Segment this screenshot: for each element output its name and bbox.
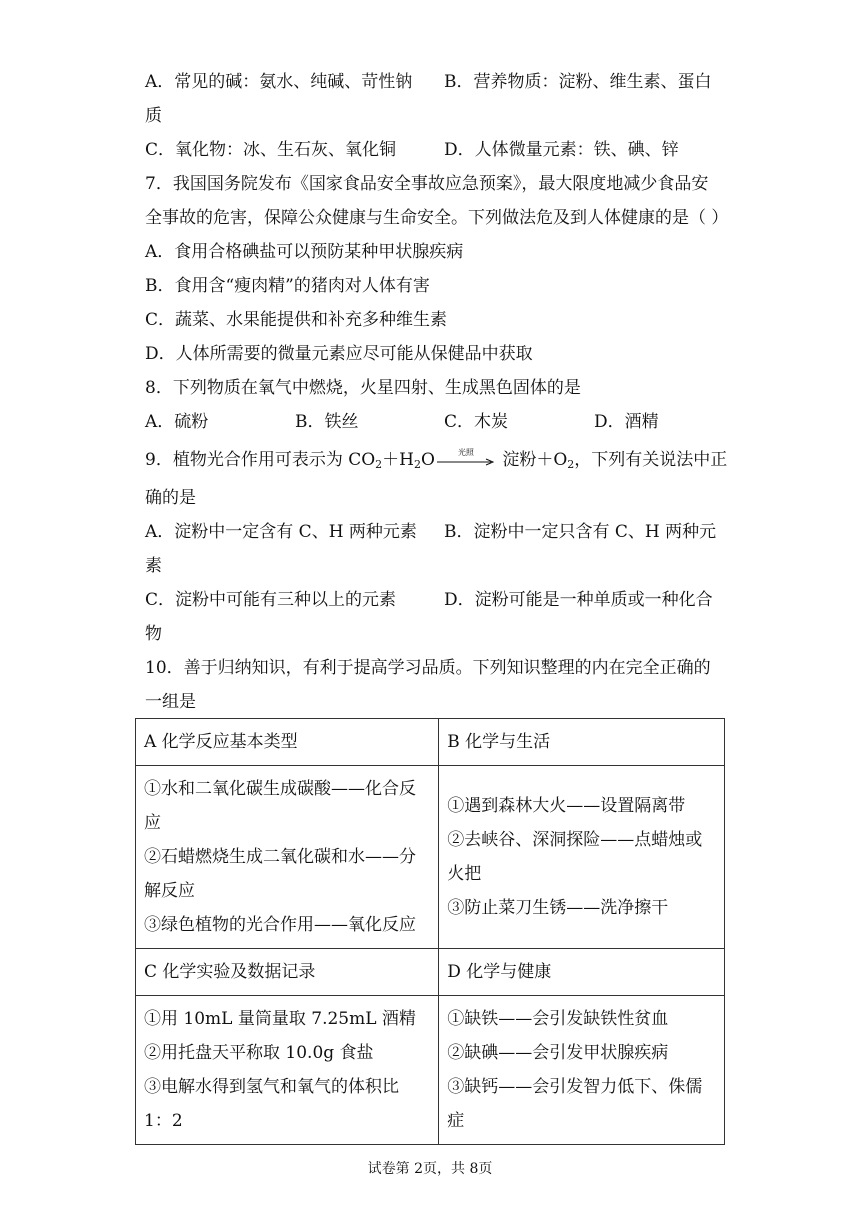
table-cell-b <box>439 766 725 949</box>
cell-a-line: ③绿色植物的光合作用——氧化反应 <box>144 915 416 935</box>
table-header-d: D 化学与健康 <box>439 949 725 996</box>
q9-option-d: D．淀粉可能是一种单质或一种化合 <box>444 590 713 610</box>
q8-option-a: A．硫粉 <box>145 412 209 432</box>
cell-c-line: ③电解水得到氢气和氧气的体积比 1：2 <box>144 1077 399 1131</box>
cell-a-line: 解反应 <box>144 881 195 901</box>
page-footer: 试卷第 2页，共 8页 <box>367 1161 493 1177</box>
q7-option-c: C．蔬菜、水果能提供和补充多种维生素 <box>145 310 448 330</box>
cell-b-line: ②去峡谷、深洞探险——点蜡烛或 <box>447 830 703 850</box>
q9-stem-mid1: ＋H <box>382 450 414 470</box>
q8-option-d: D．酒精 <box>594 412 659 432</box>
q6-option-b: B．营养物质：淀粉、维生素、蛋白 <box>444 72 712 92</box>
cell-d-line: ②缺碘——会引发甲状腺疾病 <box>447 1043 669 1063</box>
knowledge-table <box>135 718 725 1145</box>
q7-stem-line2: 全事故的危害，保障公众健康与生命安全。下列做法危及到人体健康的是（ ） <box>145 208 729 228</box>
q7-option-b: B．食用含“瘦肉精”的猪肉对人体有害 <box>145 276 430 296</box>
q9-option-c: C．淀粉中可能有三种以上的元素 <box>145 590 397 610</box>
q9-option-b-wrap: 素 <box>145 556 162 576</box>
q6-option-a: A．常见的碱：氨水、纯碱、苛性钠 <box>145 72 413 92</box>
q6-option-b-wrap: 质 <box>145 106 162 126</box>
table-cell-a <box>136 766 439 949</box>
cell-d-line: ③缺钙——会引发智力低下、侏儒 <box>447 1077 703 1097</box>
q7-option-d: D．人体所需要的微量元素应尽可能从保健品中获取 <box>145 344 533 364</box>
cell-c-line: ②用托盘天平称取 10.0g 食盐 <box>144 1043 374 1063</box>
q9-option-a: A．淀粉中一定含有 C、H 两种元素 <box>145 522 417 542</box>
q10-stem-line1: 10．善于归纳知识，有利于提高学习品质。下列知识整理的内在完全正确的 <box>145 658 711 678</box>
q7-stem-line1: 7．我国国务院发布《国家食品安全事故应急预案》，最大限度地减少食品安 <box>145 174 709 194</box>
q9-sub-o2: 2 <box>567 458 575 471</box>
q9-stem-line1 <box>145 448 727 472</box>
cell-b-line: ①遇到森林大火——设置隔离带 <box>447 796 686 816</box>
q6-option-c: C．氧化物：冰、生石灰、氧化铜 <box>145 140 397 160</box>
table-header-c: C 化学实验及数据记录 <box>136 949 439 996</box>
q7-option-a: A．食用合格碘盐可以预防某种甲状腺疾病 <box>145 242 464 262</box>
table-cell-d <box>439 996 725 1145</box>
q9-stem-post2: ，下列有关说法中正 <box>574 450 728 470</box>
arrow-condition-label: 光照 <box>457 447 474 457</box>
cell-a-line: ①水和二氧化碳生成碳酸——化合反 <box>144 779 416 799</box>
q9-stem-line2: 确的是 <box>145 488 196 508</box>
cell-c-line: ①用 10mL 量筒量取 7.25mL 酒精 <box>144 1009 416 1029</box>
q8-stem: 8．下列物质在氧气中燃烧，火星四射、生成黑色固体的是 <box>145 378 581 398</box>
q10-stem-line2: 一组是 <box>145 692 196 712</box>
cell-b-line: ③防止菜刀生锈——洗净擦干 <box>447 898 669 918</box>
table-header-a: A 化学反应基本类型 <box>136 719 439 766</box>
q9-stem-pre: 9．植物光合作用可表示为 CO <box>145 450 376 470</box>
cell-d-line: 症 <box>447 1111 465 1131</box>
cell-d-line: ①缺铁——会引发缺铁性贫血 <box>447 1009 669 1029</box>
q9-sub-h2o: 2 <box>414 458 421 471</box>
q8-option-b: B．铁丝 <box>295 412 359 432</box>
cell-b-line: 火把 <box>447 864 482 884</box>
cell-a-line: ②石蜡燃烧生成二氧化碳和水——分 <box>144 847 416 867</box>
q9-option-b: B．淀粉中一定只含有 C、H 两种元 <box>444 522 717 542</box>
q9-stem-mid2: O <box>421 450 435 470</box>
q8-option-c: C．木炭 <box>444 412 509 432</box>
q9-option-d-wrap: 物 <box>145 624 162 644</box>
cell-a-line: 应 <box>144 813 161 833</box>
q9-sub-co2: 2 <box>375 458 383 471</box>
q9-stem-post1: 淀粉＋O <box>496 450 568 470</box>
q6-option-d: D．人体微量元素：铁、碘、锌 <box>444 140 679 160</box>
reaction-arrow-icon <box>437 447 495 468</box>
table-cell-c <box>136 996 439 1145</box>
table-header-b: B 化学与生活 <box>439 719 725 766</box>
